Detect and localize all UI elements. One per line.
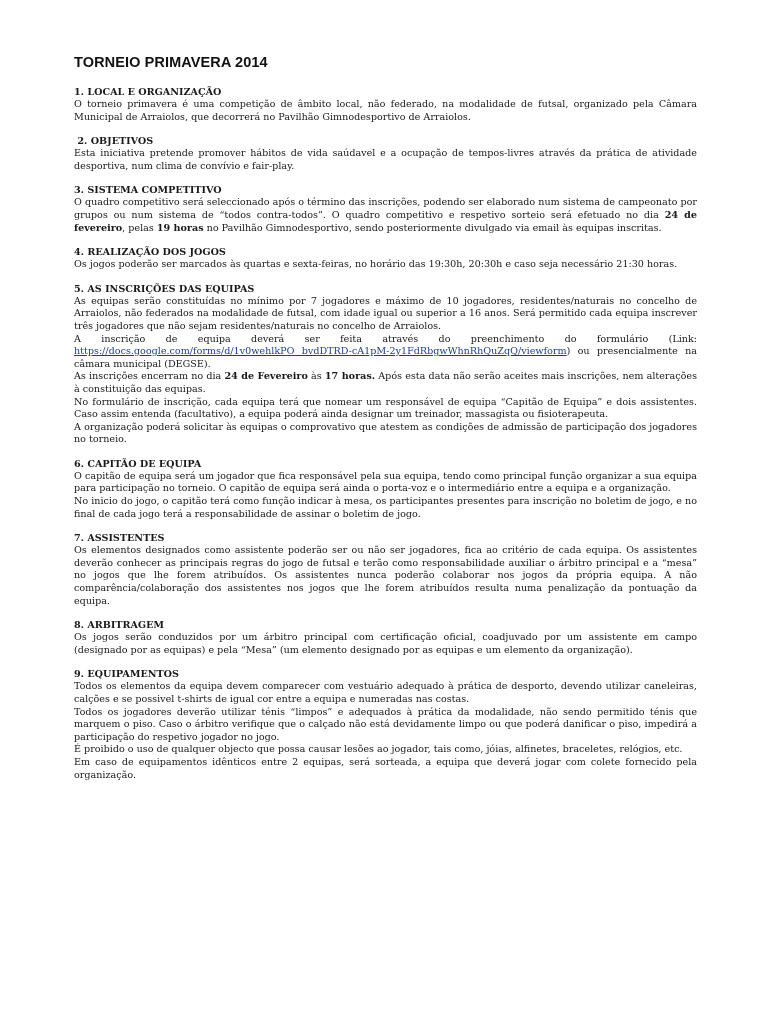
- paragraph: [74, 334, 697, 372]
- paragraph: No inicio do jogo, o capitão terá como função indicar à mesa, os participantes presentes para inscrição no boletim de jogo, e no final de cada jogo terá a responsabilidade de assinar o boletim de jogo.: [74, 496, 697, 520]
- text-run: Após esta data não serão aceites mais inscrições, nem alterações à constituição das equipas.: [74, 371, 697, 395]
- section-heading: 5. AS INSCRIÇÕES DAS EQUIPAS: [74, 283, 255, 295]
- section-heading: 8. ARBITRAGEM: [74, 620, 165, 632]
- section-realizacao-jogos: [74, 246, 697, 272]
- paragraph: A organização poderá solicitar às equipas o comprovativo que atestem as condições de admissão de participação dos jogadores no torneio.: [74, 421, 697, 446]
- section-heading: 6. CAPITÃO DE EQUIPA: [74, 458, 202, 470]
- section-sistema-competitivo: [74, 184, 697, 235]
- section-heading: 4. REALIZAÇÃO DOS JOGOS: [74, 247, 226, 259]
- document-title: TORNEIO PRIMAVERA 2014: [74, 55, 268, 71]
- text-run: às: [307, 371, 325, 383]
- section-arbitragem: [74, 619, 697, 657]
- section-local-organizacao: [74, 86, 697, 124]
- paragraph: Em caso de equipamentos idênticos entre 2 equipas, será sorteada, a equipa que deverá jogar com colete fornecido pela organização.: [74, 756, 697, 781]
- section-heading: 1. LOCAL E ORGANIZAÇÃO: [74, 87, 222, 98]
- paragraph: Os jogos serão conduzidos por um árbitro principal com certificação oficial, coadjuvado por um assistente em campo (designado por as equipas) e pela “Mesa” (um elemento designado por as equipas e um elemento da organização).: [74, 632, 697, 656]
- paragraph: Todos os jogadores deverão utilizar ténis “limpos” e adequados à prática da modalidade, não sendo permitido ténis que marquem o piso. Caso o árbitro verifique que o calçado não está devidamente limpo ou que poderá danificar o piso, impedirá a participação do respetivo jogador no jogo.: [74, 706, 697, 743]
- paragraph: Os elementos designados como assistente poderão ser ou não ser jogadores, fica ao critério de cada equipa. Os assistentes deverão conhecer as principais regras do jogo de futsal e terão como responsabilidade auxiliar o árbitro principal e a “mesa” no jogos que lhe forem atribuídos. Os assistentes nunca poderão colaborar nos jogos da própria equipa. A não comparência/colaboração dos assistentes nos jogos que lhe forem atribuídos resulta numa penalização da pontuação da equipa.: [74, 545, 697, 607]
- bold-time: 17 horas.: [324, 371, 376, 383]
- paragraph: É proibido o uso de qualquer objecto que possa causar lesões ao jogador, tais como, jóias, alfinetes, braceletes, relógios, etc.: [74, 744, 683, 756]
- text-run: As inscrições encerram no dia: [74, 371, 225, 383]
- paragraph: [74, 371, 697, 396]
- text-run: no Pavilhão Gimnodesportivo, sendo posteriormente divulgado via email às equipas inscritas.: [203, 222, 662, 234]
- section-heading: 2. OBJETIVOS: [74, 136, 154, 148]
- paragraph: O capitão de equipa será um jogador que fica responsável pela sua equipa, tendo como principal função organizar a sua equipa para participação no torneio. O capitão de equipa será ainda o porta-voz e o intermediário entre a equipa e a organização.: [74, 470, 697, 495]
- section-heading: 3. SISTEMA COMPETITIVO: [74, 185, 222, 197]
- form-link[interactable]: https://docs.google.com/forms/d/1v0wehlkPO bvdDTRD-cA1pM-2y1FdRbgwWhnRhQuZqQ/viewform: [74, 346, 567, 358]
- text-run: ) ou presencialmente na câmara municipal (DEGSE).: [74, 346, 697, 370]
- paragraph: As equipas serão constituídas no mínimo por 7 jogadores e máximo de 10 jogadores, residentes/naturais no concelho de Arraiolos, não federados na modalidade de futsal, com idade igual ou superior a 16 anos. Será permitido cada equipa inscrever três jogadores que não sejam residentes/naturais no concelho de Arraiolos.: [74, 295, 697, 332]
- paragraph: Os jogos poderão ser marcados às quartas e sexta-feiras, no horário das 19:30h, 20:30h e caso seja necessário 21:30 horas.: [74, 259, 678, 271]
- paragraph: Esta iniciativa pretende promover hábitos de vida saúdavel e a ocupação de tempos-livres através da prática de atividade desportiva, num clima de convívio e fair-play.: [74, 148, 697, 172]
- text-run: , pelas: [122, 222, 157, 234]
- bold-time: 19 horas: [156, 222, 204, 234]
- section-assistentes: [74, 532, 697, 608]
- section-heading: 7. ASSISTENTES: [74, 533, 165, 545]
- paragraph: [74, 197, 697, 235]
- paragraph: No formulário de inscrição, cada equipa terá que nomear um responsável de equipa “Capitão de Equipa” e dois assistentes. Caso assim entenda (facultativo), a equipa poderá ainda designar um treinador, massagista ou fisioterapeuta.: [74, 396, 697, 421]
- paragraph: Todos os elementos da equipa devem comparecer com vestuário adequado à prática de desporto, devendo utilizar caneleiras, calções e se possivel t-shirts de igual cor entre a equipa e numeradas nas costas.: [74, 681, 697, 705]
- bold-date: 24 de fevereiro: [74, 209, 697, 234]
- paragraph: O torneio primavera é uma competição de âmbito local, não federado, na modalidade de futsal, organizado pela Câmara Municipal de Arraiolos, que decorrerá no Pavilhão Gimnodesportivo de Arraiolos.: [74, 99, 697, 123]
- section-equipamentos: [74, 668, 697, 782]
- section-heading: 9. EQUIPAMENTOS: [74, 669, 179, 681]
- section-objetivos: [74, 135, 697, 173]
- bold-date: 24 de Fevereiro: [224, 371, 308, 383]
- section-capitao: [74, 458, 697, 521]
- section-inscricoes: [74, 283, 697, 447]
- text-run: O quadro competitivo será seleccionado após o término das inscrições, podendo ser elaborado num sistema de campeonato por grupos ou num sistema de “todos contra-todos”. O quadro competitivo e respetivo sorteio será efetuado no dia: [74, 197, 697, 221]
- text-run: A inscrição de equipa deverá ser feita através do preenchimento do formulário (Link:: [74, 333, 697, 345]
